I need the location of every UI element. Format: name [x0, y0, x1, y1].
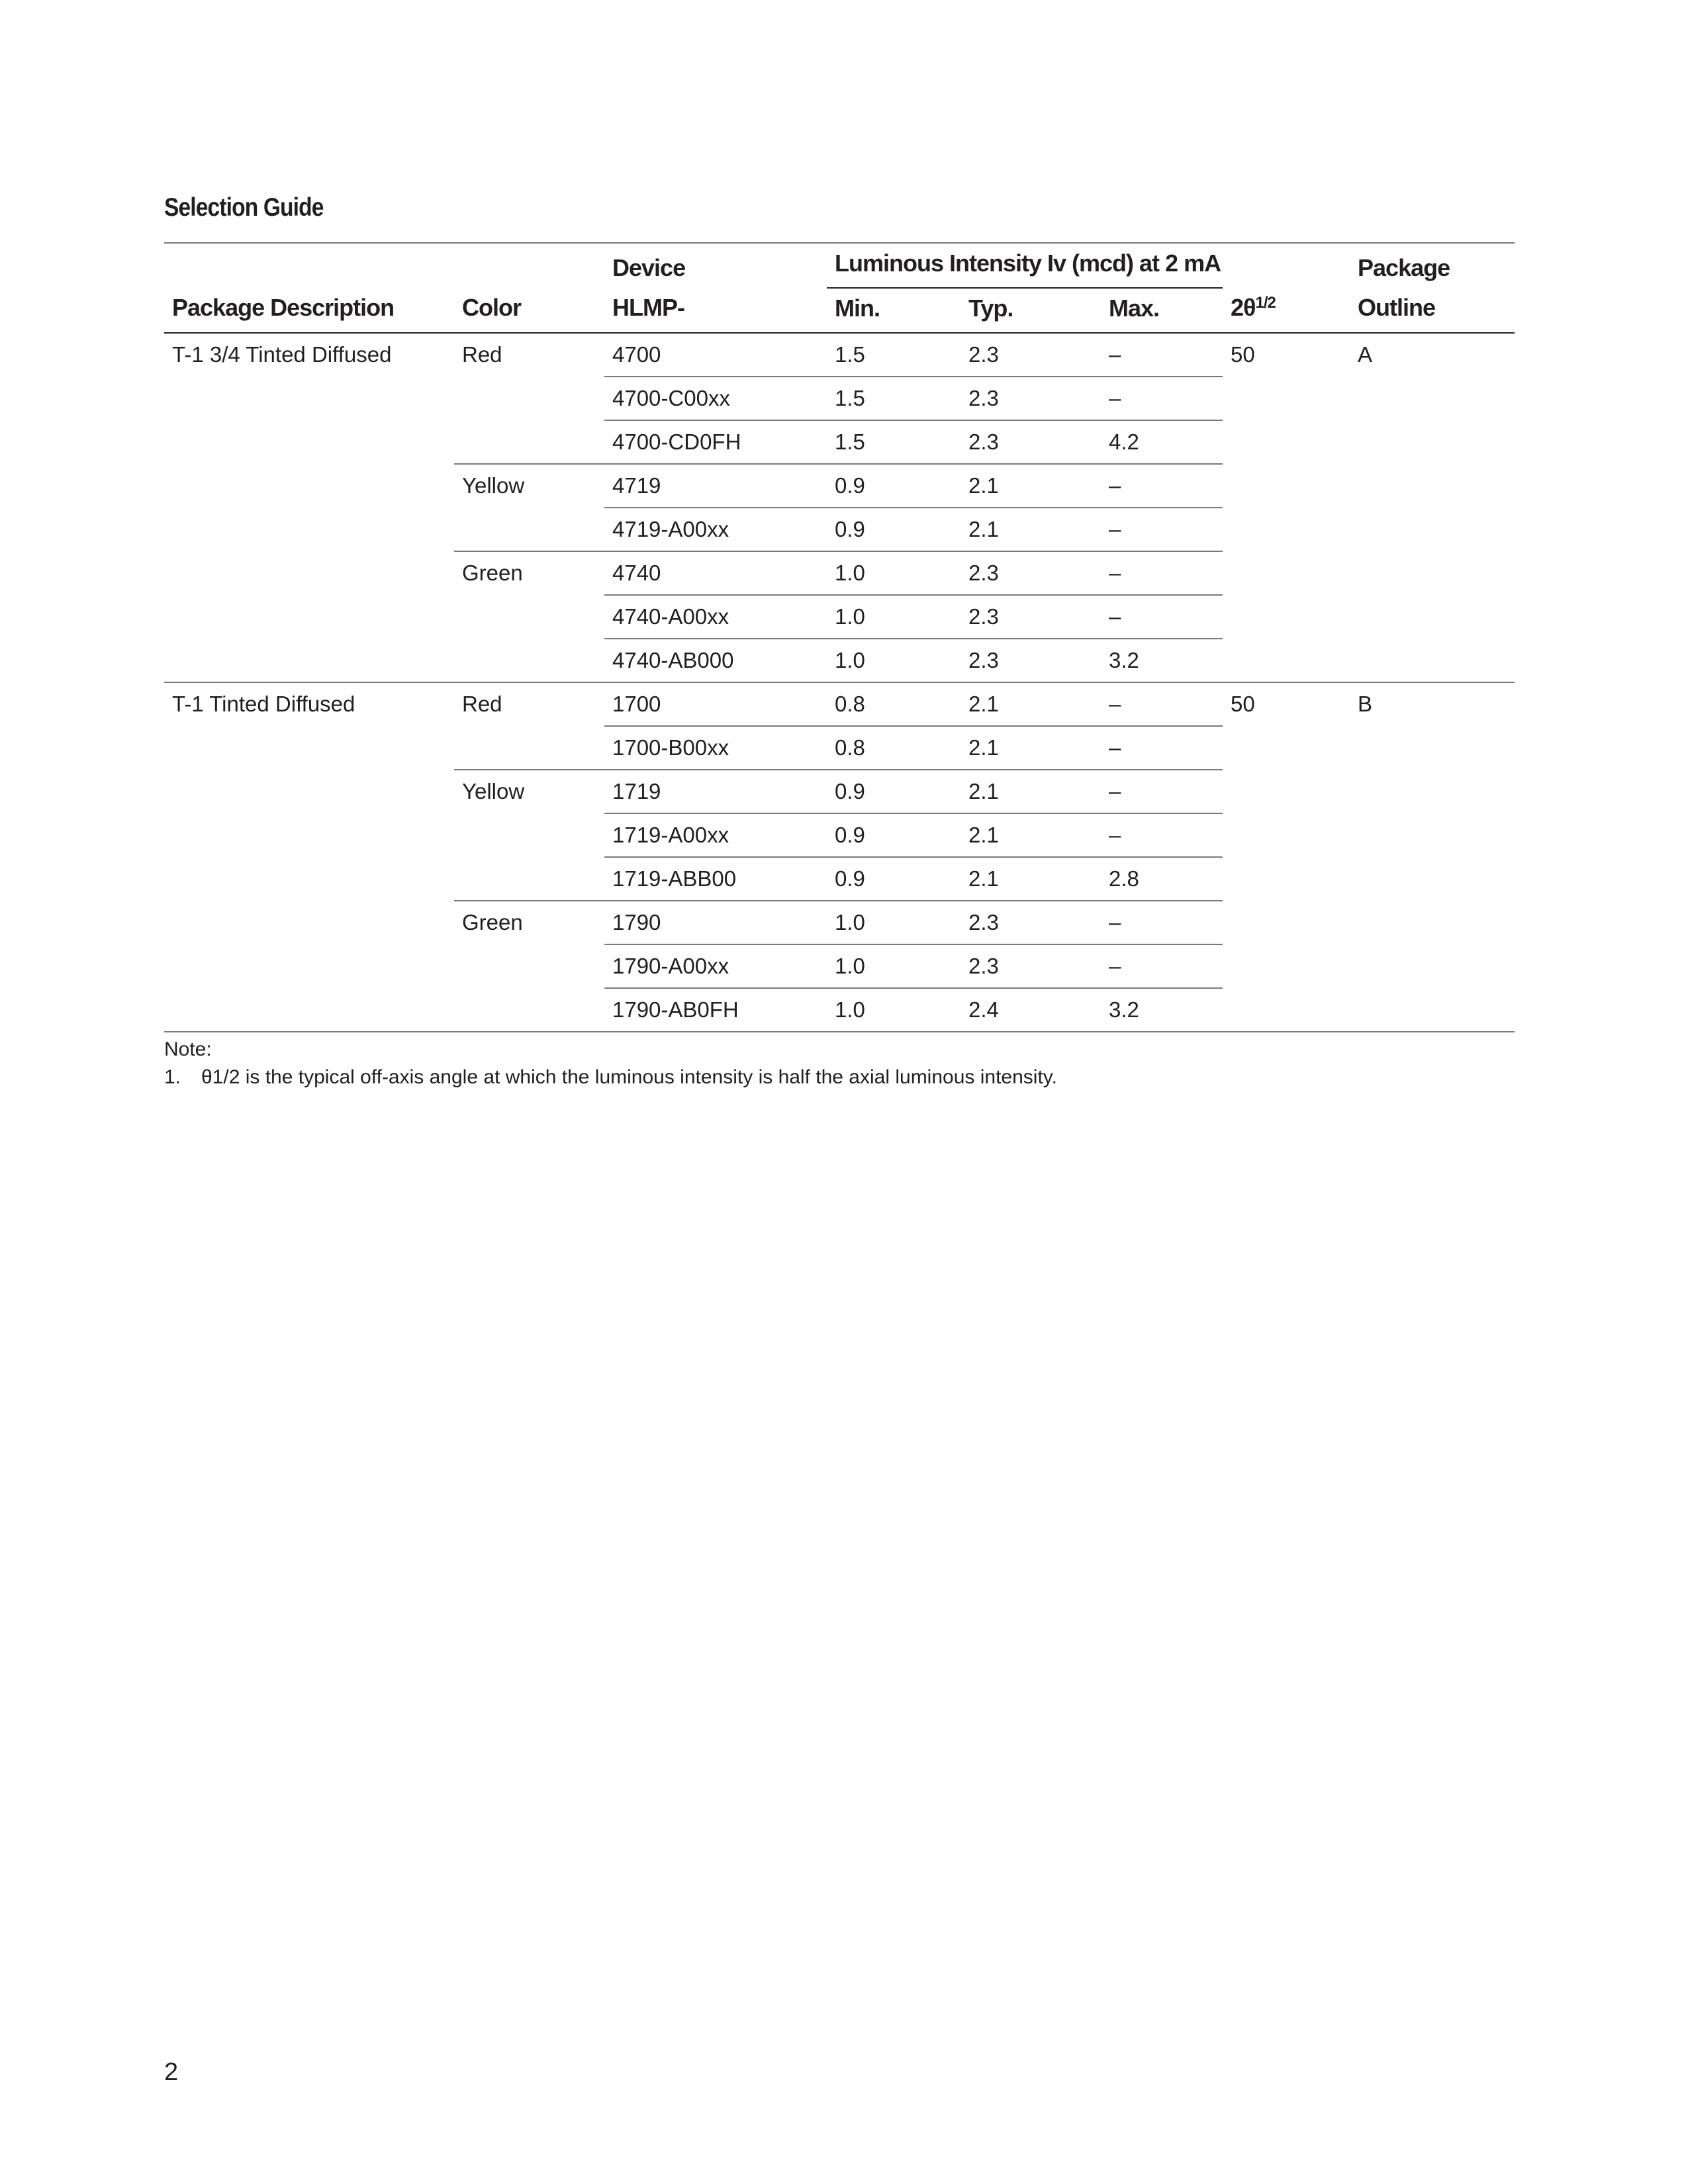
device-cell: 4740-AB000 — [604, 639, 827, 682]
package-outline-cell: A — [1358, 342, 1373, 367]
header-viewing-angle — [1223, 288, 1350, 333]
device-cell: 4740-A00xx — [604, 595, 827, 639]
device-cell: 1790-AB0FH — [604, 988, 827, 1032]
max-cell: – — [1101, 944, 1223, 988]
typ-cell: 2.4 — [961, 988, 1101, 1032]
color-cell: Yellow — [454, 770, 604, 901]
typ-cell: 2.1 — [961, 682, 1101, 726]
header-row-top — [164, 243, 1515, 288]
table-body — [164, 333, 1515, 1032]
device-cell: 1790-A00xx — [604, 944, 827, 988]
typ-cell: 2.3 — [961, 595, 1101, 639]
note-label: Note: — [164, 1038, 212, 1060]
typ-cell: 2.1 — [961, 508, 1101, 551]
typ-cell: 2.3 — [961, 420, 1101, 464]
typ-cell: 2.1 — [961, 857, 1101, 901]
min-cell: 1.0 — [827, 901, 961, 944]
color-cell: Red — [454, 682, 604, 770]
max-cell: – — [1101, 551, 1223, 595]
min-cell: 1.0 — [827, 551, 961, 595]
device-cell: 4700-C00xx — [604, 377, 827, 420]
note-item — [164, 1064, 1057, 1091]
section-title: Selection Guide — [164, 193, 324, 222]
header-outline-line1: Package — [1358, 254, 1450, 281]
header-row-bottom — [164, 288, 1515, 333]
min-cell: 1.5 — [835, 342, 865, 367]
max-cell: 4.2 — [1101, 420, 1223, 464]
header-outline-line2: Outline — [1350, 288, 1515, 333]
max-cell: – — [1101, 682, 1223, 726]
package-description-cell: T-1 3/4 Tinted Diffused — [172, 342, 392, 367]
typ-cell: 2.3 — [961, 901, 1101, 944]
table-row — [164, 333, 1515, 377]
min-cell: 0.9 — [827, 770, 961, 813]
typ-cell: 2.1 — [961, 770, 1101, 813]
max-cell: 3.2 — [1101, 639, 1223, 682]
header-max: Max. — [1101, 288, 1223, 333]
min-cell: 1.5 — [827, 420, 961, 464]
max-cell: – — [1101, 813, 1223, 857]
typ-cell: 2.3 — [961, 944, 1101, 988]
device-cell: 4700-CD0FH — [604, 420, 827, 464]
device-cell: 4700 — [612, 342, 661, 367]
device-cell: 1719-A00xx — [604, 813, 827, 857]
typ-cell: 2.3 — [961, 639, 1101, 682]
device-cell: 1700-B00xx — [604, 726, 827, 770]
header-typ: Typ. — [961, 288, 1101, 333]
max-cell: – — [1101, 901, 1223, 944]
min-cell: 1.0 — [827, 944, 961, 988]
typ-cell: 2.3 — [968, 342, 999, 367]
min-cell: 0.9 — [827, 857, 961, 901]
note-number: 1. — [164, 1066, 181, 1088]
max-cell: – — [1109, 342, 1121, 367]
max-cell: – — [1101, 770, 1223, 813]
header-spacer-color — [454, 243, 604, 288]
header-package-description: Package Description — [164, 288, 454, 333]
typ-cell: 2.1 — [961, 464, 1101, 508]
header-spacer-angle — [1223, 243, 1350, 288]
viewing-angle-cell: 50 — [1223, 682, 1350, 1032]
color-cell: Yellow — [454, 464, 604, 551]
max-cell: – — [1101, 726, 1223, 770]
min-cell: 0.8 — [827, 682, 961, 726]
selection-guide-table — [164, 242, 1515, 1032]
table-row — [164, 682, 1515, 726]
min-cell: 0.9 — [827, 813, 961, 857]
max-cell: 3.2 — [1101, 988, 1223, 1032]
color-cell: Green — [454, 901, 604, 1032]
color-cell: Green — [454, 551, 604, 682]
device-cell: 4719 — [604, 464, 827, 508]
min-cell: 1.5 — [827, 377, 961, 420]
max-cell: – — [1101, 595, 1223, 639]
typ-cell: 2.1 — [961, 726, 1101, 770]
header-device-line2: HLMP- — [604, 288, 827, 333]
max-cell: – — [1101, 464, 1223, 508]
viewing-angle-cell: 50 — [1231, 342, 1255, 367]
page-number: 2 — [164, 2058, 179, 2086]
min-cell: 1.0 — [827, 639, 961, 682]
device-cell: 1790 — [604, 901, 827, 944]
min-cell: 0.8 — [827, 726, 961, 770]
package-description-cell: T-1 Tinted Diffused — [164, 682, 454, 1032]
device-cell: 4740 — [604, 551, 827, 595]
min-cell: 0.9 — [827, 464, 961, 508]
note-text: θ1/2 is the typical off-axis angle at which the luminous intensity is half the axial luminous intensity. — [201, 1066, 1057, 1088]
max-cell: 2.8 — [1101, 857, 1223, 901]
min-cell: 1.0 — [827, 988, 961, 1032]
min-cell: 1.0 — [827, 595, 961, 639]
max-cell: – — [1101, 508, 1223, 551]
device-cell: 1719 — [604, 770, 827, 813]
max-cell: – — [1101, 377, 1223, 420]
note-block — [164, 1036, 1057, 1091]
header-color: Color — [454, 288, 604, 333]
header-device-line1: Device — [612, 254, 686, 281]
typ-cell: 2.3 — [961, 377, 1101, 420]
package-outline-cell: B — [1350, 682, 1515, 1032]
min-cell: 0.9 — [827, 508, 961, 551]
header-spacer-package — [164, 243, 454, 288]
device-cell: 1719-ABB00 — [604, 857, 827, 901]
angle-superscript: 1/2 — [1255, 294, 1276, 312]
typ-cell: 2.3 — [961, 551, 1101, 595]
color-cell: Red — [462, 342, 502, 367]
header-min: Min. — [827, 288, 961, 333]
device-cell: 1700 — [604, 682, 827, 726]
header-luminous-intensity: Luminous Intensity Iv (mcd) at 2 mA — [827, 243, 1223, 288]
device-cell: 4719-A00xx — [604, 508, 827, 551]
angle-symbol: 2θ — [1231, 294, 1256, 321]
typ-cell: 2.1 — [961, 813, 1101, 857]
